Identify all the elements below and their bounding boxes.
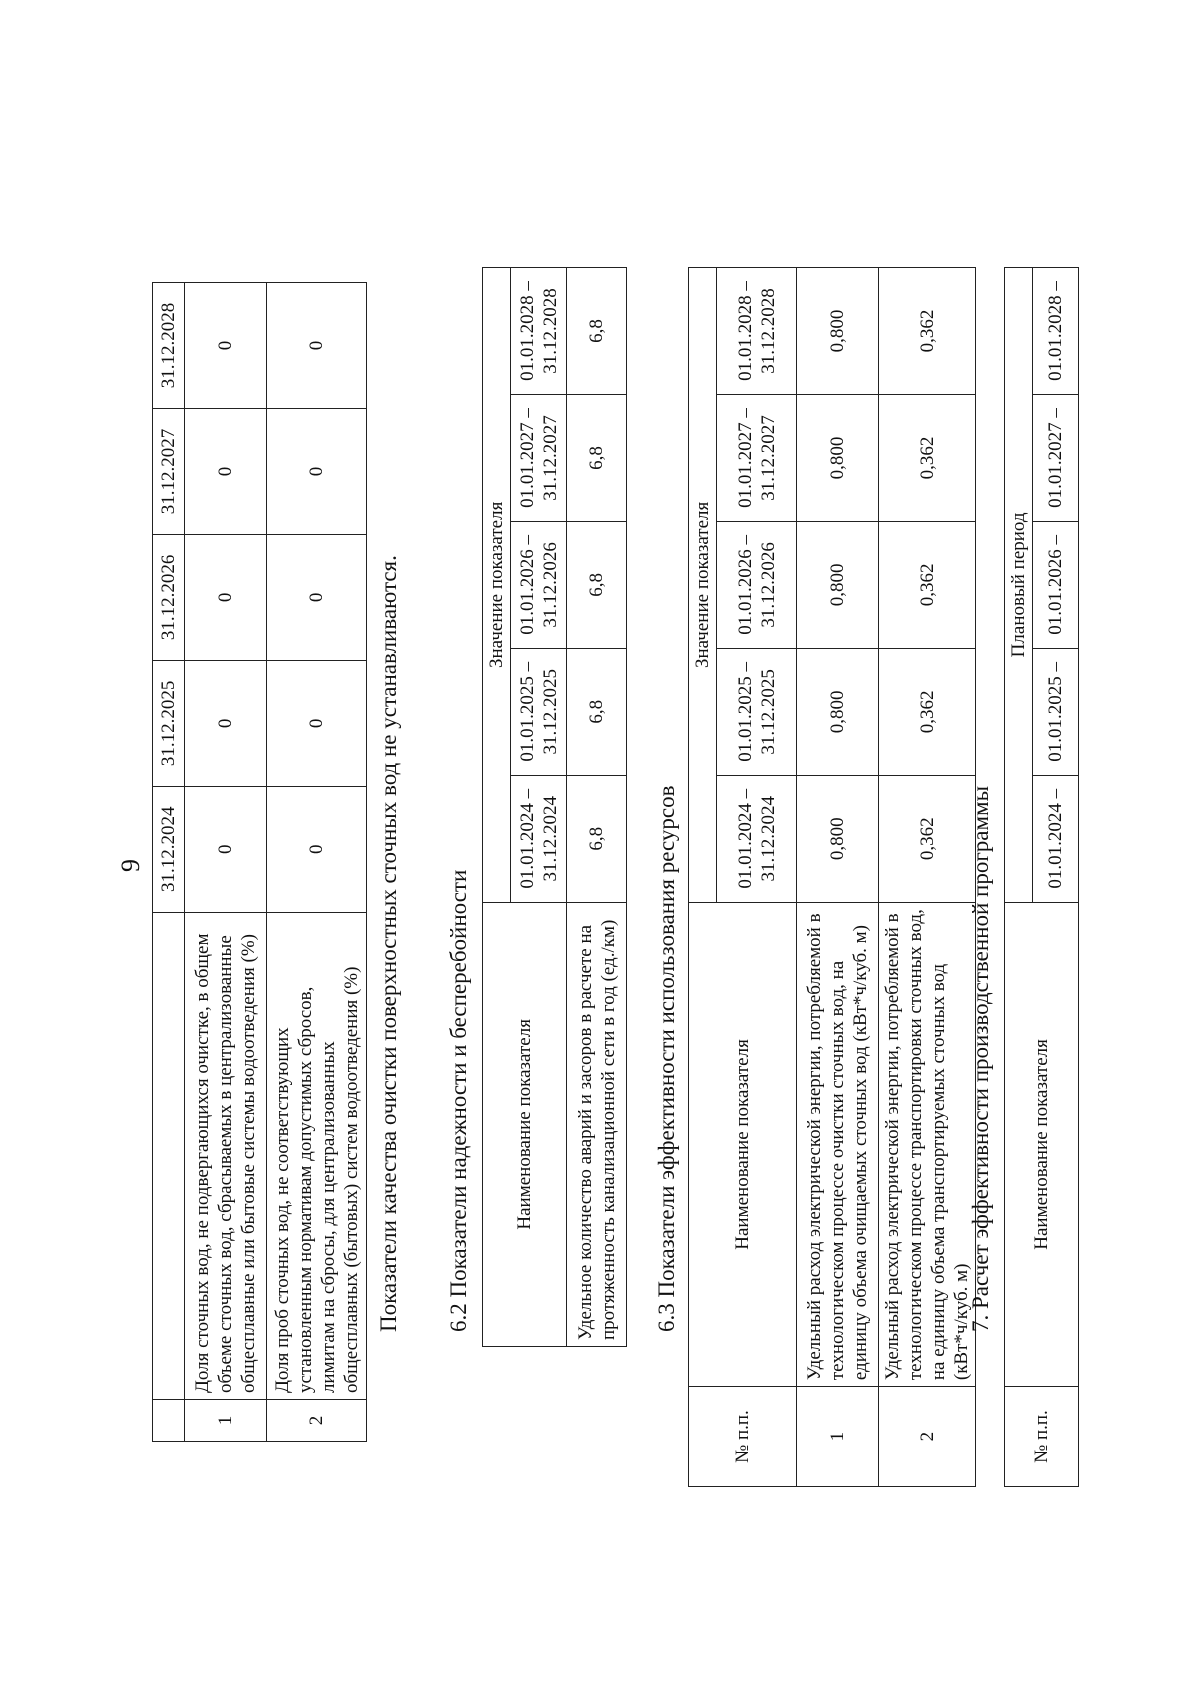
planned-period-header: Плановый период (1005, 268, 1033, 903)
value-cell: 6,8 (567, 268, 627, 395)
value-cell: 0,800 (797, 648, 879, 775)
value-group-header: Значение показателя (483, 268, 511, 903)
period-header: 01.01.2026 – 31.12.2026 (511, 521, 567, 648)
col-name-header: Наименование показателя (689, 902, 797, 1386)
period-header: 01.01.2026 – (1033, 521, 1079, 648)
note-surface-water: Показатели качества очистки поверхностных сточных вод не устанавливаются. (376, 555, 401, 1332)
period-header: 01.01.2024 – (1033, 775, 1079, 902)
indicator-name: Удельное количество аварий и засоров в расчете на протяженность канализационной сети в год (ед./км) (567, 902, 627, 1346)
value-cell: 6,8 (567, 648, 627, 775)
section-7-title: 7. Расчет эффективности производственной программы (968, 785, 993, 1332)
value-cell: 0 (267, 534, 367, 660)
header-empty-name (153, 912, 185, 1399)
value-cell: 0,362 (879, 395, 976, 522)
value-cell: 0,362 (879, 775, 976, 902)
date-header: 31.12.2025 (153, 660, 185, 786)
period-header: 01.01.2028 – 31.12.2028 (717, 268, 797, 395)
value-cell: 0 (185, 786, 267, 912)
period-header: 01.01.2025 – 31.12.2025 (717, 648, 797, 775)
value-cell: 0,362 (879, 268, 976, 395)
period-header: 01.01.2028 – (1033, 268, 1079, 395)
table-row (797, 268, 879, 1487)
col-name-header: Наименование показателя (483, 902, 567, 1346)
value-cell: 0,800 (797, 268, 879, 395)
indicator-name: Доля проб сточных вод, не соответствующих установленным нормативам допустимых сбросов, лимитам на сбросы, для централизованных общесплавных (бытовых) систем водоотведения (%) (267, 912, 367, 1399)
table-row (267, 283, 367, 1442)
section-6-3-title: 6.3 Показатели эффективности использования ресурсов (654, 785, 679, 1332)
row-number: 2 (879, 1387, 976, 1487)
value-cell: 0,800 (797, 395, 879, 522)
row-number: 1 (185, 1400, 267, 1442)
col-name-header: Наименование показателя (1005, 902, 1079, 1386)
row-number: 1 (797, 1387, 879, 1487)
value-cell: 6,8 (567, 775, 627, 902)
value-cell: 0 (185, 408, 267, 534)
period-header: 01.01.2025 – 31.12.2025 (511, 648, 567, 775)
value-cell: 0 (185, 283, 267, 409)
value-cell: 0 (267, 283, 367, 409)
value-cell: 0 (185, 660, 267, 786)
period-header: 01.01.2028 – 31.12.2028 (511, 268, 567, 395)
table-row (567, 268, 627, 1347)
period-header: 01.01.2027 – (1033, 395, 1079, 522)
period-header: 01.01.2024 – 31.12.2024 (717, 775, 797, 902)
value-cell: 0 (267, 786, 367, 912)
period-header: 01.01.2024 – 31.12.2024 (511, 775, 567, 902)
table-6-2 (482, 267, 627, 1347)
period-header: 01.01.2025 – (1033, 648, 1079, 775)
value-cell: 0 (267, 660, 367, 786)
value-cell: 0,362 (879, 648, 976, 775)
period-header: 01.01.2027 – 31.12.2027 (717, 395, 797, 522)
rotated-page (42, 72, 1142, 1632)
row-number: 2 (267, 1400, 367, 1442)
period-header: 01.01.2026 – 31.12.2026 (717, 521, 797, 648)
table-row (185, 283, 267, 1442)
table-6-3 (688, 267, 976, 1487)
value-cell: 0,800 (797, 775, 879, 902)
value-cell: 6,8 (567, 394, 627, 521)
table-7 (1004, 267, 1079, 1487)
value-cell: 0,362 (879, 521, 976, 648)
value-cell: 0 (185, 534, 267, 660)
period-header: 01.01.2027 – 31.12.2027 (511, 394, 567, 521)
col-number-header: № п.п. (689, 1387, 797, 1487)
page-number: 9 (116, 859, 145, 872)
indicator-name: Доля сточных вод, не подвергающихся очистке, в общем объеме сточных вод, сбрасываемых в централизованные общесплавные или бытовые системы водоотведения (%) (185, 912, 267, 1399)
col-number-header: № п.п. (1005, 1387, 1079, 1487)
date-header: 31.12.2024 (153, 786, 185, 912)
value-cell: 0 (267, 408, 367, 534)
table-top (152, 282, 367, 1442)
table-row (879, 268, 976, 1487)
date-header: 31.12.2028 (153, 283, 185, 409)
value-group-header: Значение показателя (689, 268, 717, 903)
header-empty-n (153, 1400, 185, 1442)
value-cell: 6,8 (567, 521, 627, 648)
section-6-2-title: 6.2 Показатели надежности и бесперебойности (446, 869, 471, 1332)
value-cell: 0,800 (797, 521, 879, 648)
indicator-name: Удельный расход электрической энергии, потребляемой в технологическом процессе транспортировки сточных вод, на единицу объема транспортируемых сточных вод (кВт*ч/куб. м) (879, 902, 976, 1386)
indicator-name: Удельный расход электрической энергии, потребляемой в технологическом процессе очистки сточных вод, на единицу объема очищаемых сточных вод (кВт*ч/куб. м) (797, 902, 879, 1386)
date-header: 31.12.2026 (153, 534, 185, 660)
date-header: 31.12.2027 (153, 408, 185, 534)
